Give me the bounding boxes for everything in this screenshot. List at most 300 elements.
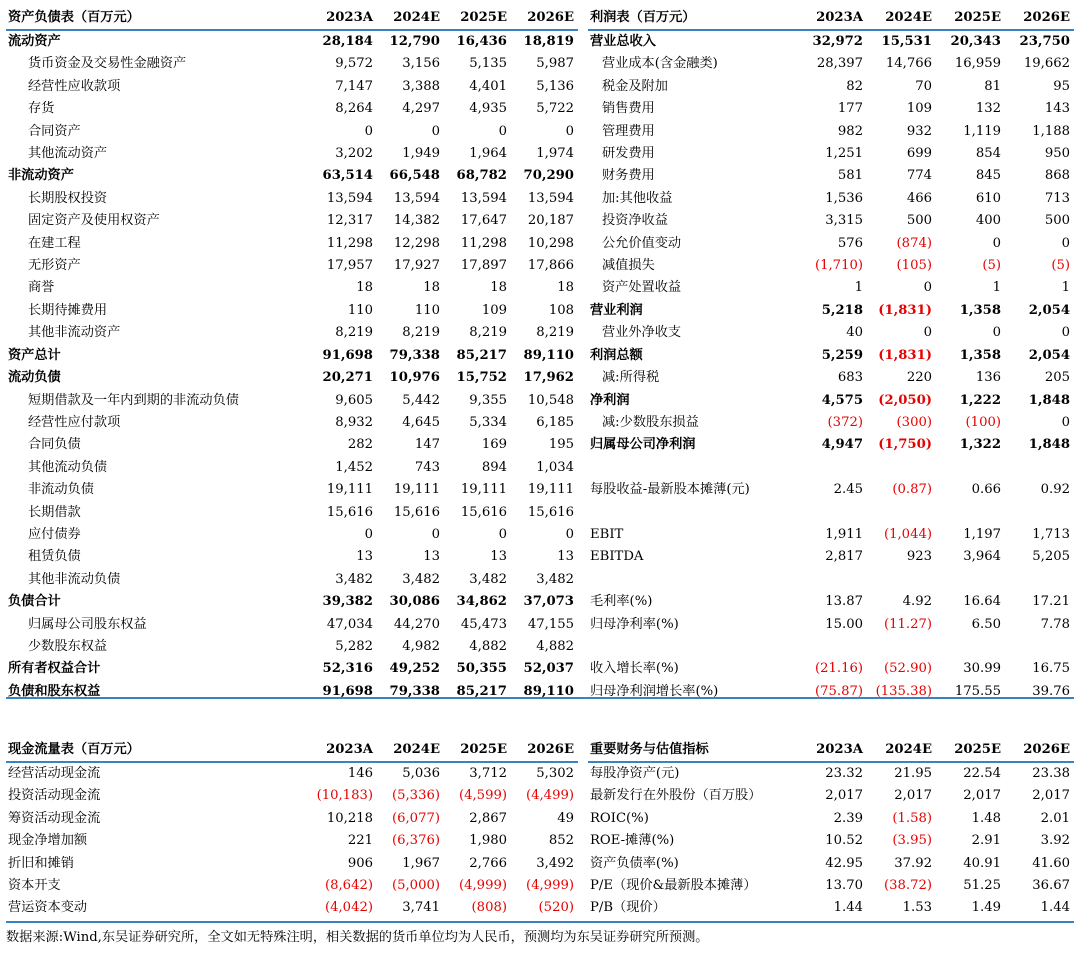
cell-value: 85,217 xyxy=(456,683,507,699)
row-label: EBITDA xyxy=(590,549,644,565)
cell-value: 18 xyxy=(423,280,440,296)
cell-value: 17,897 xyxy=(460,258,507,274)
cell-value: 774 xyxy=(906,168,932,184)
table-row xyxy=(6,98,578,120)
table-row xyxy=(588,165,1074,187)
cell-value: 4,982 xyxy=(402,638,440,654)
table-row xyxy=(6,188,578,210)
row-label: 收入增长率(%) xyxy=(590,661,679,677)
cell-value: 3,202 xyxy=(335,146,373,162)
cell-value: 1,197 xyxy=(963,526,1001,542)
table-row xyxy=(6,524,578,546)
cell-value: (5,336) xyxy=(391,788,440,804)
cell-value: 146 xyxy=(347,766,373,781)
row-label: 其他非流动负债 xyxy=(28,571,121,587)
cell-value: 2,054 xyxy=(1028,347,1070,363)
cell-value: 1,536 xyxy=(825,190,863,206)
cell-value: 0 xyxy=(565,526,574,542)
cell-value: (105) xyxy=(896,258,932,274)
cash-flow-panel xyxy=(6,738,578,920)
cell-value: 23.38 xyxy=(1032,766,1070,781)
table-row xyxy=(6,830,578,852)
cell-value: 79,338 xyxy=(389,347,440,363)
cell-value: 30.99 xyxy=(963,661,1001,677)
table-row xyxy=(6,30,578,53)
cell-value: 5,282 xyxy=(335,638,373,654)
cell-value: 0 xyxy=(1061,325,1070,341)
table-row xyxy=(6,255,578,277)
table-row xyxy=(6,345,578,367)
cell-value: 109 xyxy=(906,101,932,117)
table-row xyxy=(6,367,578,389)
cell-value: 47,155 xyxy=(527,616,574,632)
cell-value: (100) xyxy=(965,414,1001,430)
table-header xyxy=(6,738,578,762)
cell-value: 0.66 xyxy=(971,482,1001,498)
spacer-row xyxy=(588,457,1074,479)
row-label: 长期借款 xyxy=(28,504,81,520)
cell-value: 2,017 xyxy=(1032,788,1070,804)
cell-value: 282 xyxy=(347,437,373,453)
table-row xyxy=(588,188,1074,210)
cell-value: 4,645 xyxy=(402,414,440,430)
cell-value: 852 xyxy=(548,833,574,849)
table-row xyxy=(6,569,578,591)
cell-value: 13,594 xyxy=(527,190,574,206)
cell-value: 0 xyxy=(364,526,373,542)
cell-value: 5,205 xyxy=(1032,549,1070,565)
cell-value: 5,259 xyxy=(821,347,863,363)
row-label: 少数股东权益 xyxy=(28,638,108,654)
cell-value: (2,050) xyxy=(878,392,932,408)
cell-value: 10,218 xyxy=(326,810,373,826)
row-label: 现金净增加额 xyxy=(8,833,88,849)
table-title: 现金流量表（百万元） xyxy=(8,742,140,757)
cell-value: 13,594 xyxy=(326,190,373,206)
cell-value: 10,298 xyxy=(527,235,574,251)
cell-value: 400 xyxy=(975,213,1001,229)
table-row xyxy=(588,546,1074,568)
cell-value: 30,086 xyxy=(389,594,440,610)
cell-value: 3,964 xyxy=(963,549,1001,565)
table-row xyxy=(6,434,578,456)
row-label: 归母净利率(%) xyxy=(590,616,679,632)
cell-value: 8,219 xyxy=(402,325,440,341)
cell-value: 3,482 xyxy=(335,571,373,587)
cell-value: 4,575 xyxy=(821,392,863,408)
cell-value: 894 xyxy=(481,459,507,475)
cell-value: 1,949 xyxy=(402,146,440,162)
cell-value: 8,264 xyxy=(335,101,373,117)
table-row xyxy=(6,277,578,299)
row-label: EBIT xyxy=(590,526,624,542)
row-label: 筹资活动现金流 xyxy=(8,810,101,826)
row-label: 流动资产 xyxy=(8,34,61,49)
column-header: 2024E xyxy=(393,742,440,757)
table-row xyxy=(588,98,1074,120)
cell-value: 39.76 xyxy=(1032,683,1070,699)
cell-value: 3,482 xyxy=(469,571,507,587)
table-row xyxy=(588,30,1074,53)
table-row xyxy=(588,479,1074,501)
cell-value: 221 xyxy=(347,833,373,849)
cell-value: 8,219 xyxy=(335,325,373,341)
cell-value: 0 xyxy=(431,123,440,139)
cell-value: 169 xyxy=(481,437,507,453)
cell-value xyxy=(867,457,936,479)
cell-value xyxy=(936,569,1005,591)
table-row xyxy=(588,830,1074,852)
table-row xyxy=(6,636,578,658)
row-label: 应付债券 xyxy=(28,526,81,542)
column-header: 2026E xyxy=(527,10,574,25)
table-row xyxy=(6,681,578,703)
cell-value: 49 xyxy=(557,810,574,826)
cell-value: 699 xyxy=(906,146,932,162)
cell-value: 1.48 xyxy=(971,810,1001,826)
table-row xyxy=(588,658,1074,680)
cell-value: 0 xyxy=(498,526,507,542)
cell-value: 1,322 xyxy=(959,437,1001,453)
row-label: 管理费用 xyxy=(602,123,655,139)
column-header: 2023A xyxy=(816,10,863,25)
column-header: 2025E xyxy=(460,10,507,25)
row-label xyxy=(588,457,798,479)
cell-value: 10,976 xyxy=(389,370,440,386)
cell-value: 177 xyxy=(837,101,863,117)
row-label: 货币资金及交易性金融资产 xyxy=(28,56,187,72)
cell-value: 3,741 xyxy=(402,900,440,916)
cell-value: 89,110 xyxy=(523,683,574,699)
table-row xyxy=(6,614,578,636)
row-label: 研发费用 xyxy=(602,146,655,162)
row-label: 折旧和摊销 xyxy=(8,855,74,871)
cell-value: 19,662 xyxy=(1023,56,1070,72)
cell-value: 15,616 xyxy=(527,504,574,520)
table-row xyxy=(6,412,578,434)
table-title: 资产负债表（百万元） xyxy=(8,10,140,25)
cell-value: (372) xyxy=(827,414,863,430)
cell-value: (5) xyxy=(1051,258,1070,274)
cell-value: 683 xyxy=(837,370,863,386)
cell-value: 1,358 xyxy=(959,302,1001,318)
cell-value: 1 xyxy=(992,280,1001,296)
column-header: 2024E xyxy=(885,10,932,25)
column-header: 2026E xyxy=(527,742,574,757)
cell-value: (6,077) xyxy=(391,810,440,826)
table-row xyxy=(588,300,1074,322)
row-label: 投资活动现金流 xyxy=(8,788,101,804)
cell-value: 1.53 xyxy=(902,900,932,916)
cell-value: 13 xyxy=(557,549,574,565)
cell-value: (6,376) xyxy=(391,833,440,849)
cell-value: 2,017 xyxy=(963,788,1001,804)
cell-value: 0 xyxy=(992,325,1001,341)
cell-value: (1,044) xyxy=(883,526,932,542)
cell-value: 42.95 xyxy=(825,855,863,871)
column-header: 2025E xyxy=(954,10,1001,25)
cell-value: (1.58) xyxy=(892,810,932,826)
cell-value: 18 xyxy=(557,280,574,296)
row-label: 非流动负债 xyxy=(28,482,94,498)
cell-value: 195 xyxy=(548,437,574,453)
cell-value: 610 xyxy=(975,190,1001,206)
cell-value: 3,482 xyxy=(536,571,574,587)
row-label: 其他流动负债 xyxy=(28,459,108,475)
table-row xyxy=(588,255,1074,277)
column-header: 2024E xyxy=(885,742,932,757)
row-label: 最新发行在外股份（百万股） xyxy=(590,788,762,804)
cell-value: 500 xyxy=(1044,213,1070,229)
cell-value: 1.49 xyxy=(971,900,1001,916)
row-label: 归属母公司净利润 xyxy=(590,437,696,453)
cell-value: 91,698 xyxy=(322,683,373,699)
cell-value: 41.60 xyxy=(1032,855,1070,871)
cell-value: 1 xyxy=(1061,280,1070,296)
column-header: 2023A xyxy=(816,742,863,757)
cell-value: (8,642) xyxy=(324,878,373,894)
cell-value: 12,790 xyxy=(389,34,440,49)
cell-value: 44,270 xyxy=(393,616,440,632)
row-label: 营业成本(含金融类) xyxy=(602,56,718,72)
cell-value: 13 xyxy=(423,549,440,565)
table-row xyxy=(6,808,578,830)
cell-value: 0 xyxy=(923,325,932,341)
cell-value: 20,187 xyxy=(527,213,574,229)
table-row xyxy=(6,546,578,568)
cell-value xyxy=(798,457,867,479)
cell-value: 49,252 xyxy=(389,661,440,677)
row-label: 归母净利润增长率(%) xyxy=(590,683,719,699)
cell-value: 2,766 xyxy=(469,855,507,871)
table-row xyxy=(6,457,578,479)
cell-value: 3,492 xyxy=(536,855,574,871)
table-row xyxy=(6,853,578,875)
cell-value: 12,317 xyxy=(326,213,373,229)
row-label: 营业总收入 xyxy=(590,34,656,49)
cell-value: 68,782 xyxy=(456,168,507,184)
row-label: 合同资产 xyxy=(28,123,81,139)
cell-value: (21.16) xyxy=(814,661,863,677)
table-row xyxy=(588,53,1074,75)
row-label: 资产总计 xyxy=(8,347,61,363)
cell-value: (5) xyxy=(982,258,1001,274)
row-label: ROE-摊薄(%) xyxy=(590,833,675,849)
row-label: 营运资本变动 xyxy=(8,900,88,916)
cell-value xyxy=(798,502,867,524)
cell-value: 3,156 xyxy=(402,56,440,72)
row-label: 存货 xyxy=(28,101,55,117)
row-label xyxy=(588,502,798,524)
table-row xyxy=(6,591,578,613)
cell-value: 3,315 xyxy=(825,213,863,229)
cell-value: 500 xyxy=(906,213,932,229)
cell-value: 3,482 xyxy=(402,571,440,587)
row-label: 商誉 xyxy=(28,280,55,296)
row-label: 投资净收益 xyxy=(602,213,668,229)
cell-value: (1,750) xyxy=(878,437,932,453)
cell-value: 17,927 xyxy=(393,258,440,274)
cell-value: 7,147 xyxy=(335,78,373,94)
table-header xyxy=(588,738,1074,762)
cell-value: 17,957 xyxy=(326,258,373,274)
row-label: 经营活动现金流 xyxy=(8,766,101,781)
cell-value: 1.44 xyxy=(1040,900,1070,916)
table-row xyxy=(6,762,578,785)
spacer-row xyxy=(588,502,1074,524)
cell-value: 19,111 xyxy=(326,482,373,498)
cell-value: 15,616 xyxy=(460,504,507,520)
cell-value: 15.00 xyxy=(825,616,863,632)
cell-value: (3.95) xyxy=(892,833,932,849)
table-row xyxy=(588,76,1074,98)
cell-value: 1,713 xyxy=(1032,526,1070,542)
cell-value: 2.39 xyxy=(833,810,863,826)
cell-value: 982 xyxy=(837,123,863,139)
cell-value: 7.78 xyxy=(1040,616,1070,632)
row-label xyxy=(588,569,798,591)
table-row xyxy=(588,121,1074,143)
cell-value: 17,866 xyxy=(527,258,574,274)
cell-value: 2.91 xyxy=(971,833,1001,849)
table-row xyxy=(6,479,578,501)
key-metrics-panel xyxy=(588,738,1074,920)
table-row xyxy=(6,390,578,412)
table-row xyxy=(588,434,1074,456)
cell-value: 1,848 xyxy=(1028,392,1070,408)
balance-sheet-table xyxy=(6,6,578,703)
cell-value: (4,599) xyxy=(458,788,507,804)
column-header: 2023A xyxy=(326,742,373,757)
table-row xyxy=(6,785,578,807)
cell-value: 91,698 xyxy=(322,347,373,363)
cell-value: (1,831) xyxy=(878,302,932,318)
cell-value: (38.72) xyxy=(883,878,932,894)
row-label: 减:少数股东损益 xyxy=(602,414,699,430)
table-row xyxy=(588,897,1074,919)
cell-value: 4,882 xyxy=(536,638,574,654)
cell-value: 1,974 xyxy=(536,146,574,162)
cell-value: 14,766 xyxy=(885,56,932,72)
table-header xyxy=(588,6,1074,30)
row-label: 每股收益-最新股本摊薄(元) xyxy=(590,482,750,498)
key-metrics-table xyxy=(588,738,1074,920)
cell-value: (4,999) xyxy=(525,878,574,894)
row-label: 资本开支 xyxy=(8,878,61,894)
row-label: 经营性应收款项 xyxy=(28,78,121,94)
cell-value: (75.87) xyxy=(814,683,863,699)
table-row xyxy=(588,785,1074,807)
cell-value: 2.01 xyxy=(1040,810,1070,826)
row-label: 长期待摊费用 xyxy=(28,302,108,318)
table-row xyxy=(588,591,1074,613)
column-header: 2025E xyxy=(460,742,507,757)
cell-value: 0 xyxy=(1061,235,1070,251)
table-row xyxy=(588,233,1074,255)
table-row xyxy=(6,300,578,322)
cell-value: 5,334 xyxy=(469,414,507,430)
cell-value: 110 xyxy=(414,302,440,318)
cell-value: 3.92 xyxy=(1040,833,1070,849)
column-header: 2024E xyxy=(393,10,440,25)
cell-value: 63,514 xyxy=(322,168,373,184)
table-row xyxy=(6,53,578,75)
row-label: 净利润 xyxy=(590,392,630,408)
cell-value: 4.92 xyxy=(902,594,932,610)
table-row xyxy=(6,233,578,255)
cell-value: 175.55 xyxy=(954,683,1001,699)
row-label: 税金及附加 xyxy=(602,78,668,94)
row-label xyxy=(588,636,798,658)
cell-value: 4,947 xyxy=(821,437,863,453)
cell-value: 20,271 xyxy=(322,370,373,386)
cell-value: 18 xyxy=(490,280,507,296)
row-label: 租赁负债 xyxy=(28,549,81,565)
table-row xyxy=(588,277,1074,299)
column-header: 2026E xyxy=(1023,10,1070,25)
cell-value xyxy=(1005,457,1074,479)
cell-value: 932 xyxy=(906,123,932,139)
cell-value: 0 xyxy=(431,526,440,542)
cell-value: 220 xyxy=(906,370,932,386)
cell-value: 13 xyxy=(356,549,373,565)
row-label: 非流动资产 xyxy=(8,168,74,184)
cell-value: 18,819 xyxy=(523,34,574,49)
cell-value: 21.95 xyxy=(894,766,932,781)
cell-value: 0 xyxy=(498,123,507,139)
cell-value: 466 xyxy=(906,190,932,206)
table-row xyxy=(6,502,578,524)
cell-value: 16.75 xyxy=(1032,661,1070,677)
cell-value: 13 xyxy=(490,549,507,565)
cell-value: 0.92 xyxy=(1040,482,1070,498)
cell-value xyxy=(936,457,1005,479)
cell-value: 906 xyxy=(347,855,373,871)
table-row xyxy=(6,165,578,187)
cell-value: 5,218 xyxy=(821,302,863,318)
cell-value: 13,594 xyxy=(393,190,440,206)
cell-value: (135.38) xyxy=(875,683,932,699)
cell-value xyxy=(867,569,936,591)
cell-value: 4,401 xyxy=(469,78,507,94)
cell-value: 70,290 xyxy=(523,168,574,184)
row-label: 合同负债 xyxy=(28,437,81,453)
cell-value: 581 xyxy=(837,168,863,184)
cell-value: 18 xyxy=(356,280,373,296)
cell-value: 1,848 xyxy=(1028,437,1070,453)
table-row xyxy=(588,875,1074,897)
cell-value: 17,647 xyxy=(460,213,507,229)
row-label: 毛利率(%) xyxy=(590,594,653,610)
cell-value: 2,867 xyxy=(469,810,507,826)
cell-value: 0 xyxy=(1061,414,1070,430)
row-label: 销售费用 xyxy=(602,101,655,117)
row-label: 财务费用 xyxy=(602,168,655,184)
cell-value: 1,222 xyxy=(959,392,1001,408)
cell-value: 2,017 xyxy=(894,788,932,804)
cell-value: 713 xyxy=(1044,190,1070,206)
cell-value: 8,219 xyxy=(536,325,574,341)
cell-value: 12,298 xyxy=(393,235,440,251)
table-row xyxy=(6,76,578,98)
cell-value: 1,980 xyxy=(469,833,507,849)
table-row xyxy=(6,210,578,232)
cell-value xyxy=(1005,569,1074,591)
cell-value: 1,188 xyxy=(1032,123,1070,139)
source-footnote: 数据来源:Wind,东吴证券研究所，全文如无特殊注明，相关数据的货币单位均为人民币，预测均为东吴证券研究所预测。 xyxy=(6,930,709,945)
row-label: 经营性应付款项 xyxy=(28,414,121,430)
row-label: 无形资产 xyxy=(28,258,81,274)
